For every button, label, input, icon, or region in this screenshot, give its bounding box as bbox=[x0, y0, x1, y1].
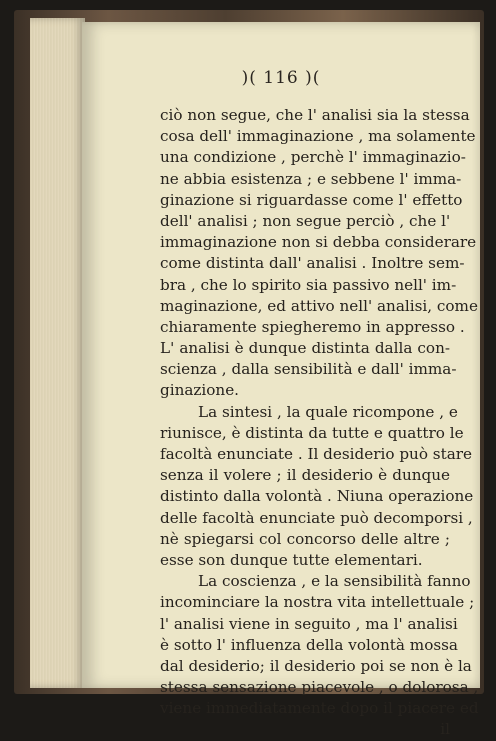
text-line: ginazione. bbox=[160, 381, 240, 400]
text-line: ginazione si riguardasse come l' effetto bbox=[160, 190, 463, 209]
text-line: ne abbia esistenza ; e sebbene l' imma- bbox=[160, 169, 462, 188]
text-line: riunisce, è distinta da tutte e quattro le bbox=[160, 423, 464, 442]
text-line: La sintesi , la quale ricompone , e bbox=[198, 402, 458, 421]
text-line: stessa sensazione piacevole , o dolorosa , bbox=[160, 678, 479, 697]
text-line: esse son dunque tutte elementari. bbox=[160, 550, 423, 569]
text-line: l' analisi viene in seguito , ma l' analisi bbox=[160, 614, 458, 633]
text-line: La coscienza , e la sensibilità fanno bbox=[198, 572, 471, 591]
text-line: una condizione , perchè l' immaginazio- bbox=[160, 148, 466, 167]
body-text bbox=[160, 105, 479, 741]
text-line: è sotto l' influenza della volontà mossa bbox=[160, 635, 458, 654]
text-line: dal desiderio; il desiderio poi se non è la bbox=[160, 656, 472, 675]
text-line: L' analisi è dunque distinta dalla con- bbox=[160, 339, 450, 358]
text-line: distinto dalla volontà . Niuna operazione bbox=[160, 487, 474, 506]
catchword: il bbox=[440, 720, 450, 739]
text-line: bra , che lo spirito sia passivo nell' im- bbox=[160, 275, 457, 294]
text-line: cosa dell' immaginazione , ma solamente bbox=[160, 127, 476, 146]
page-edges bbox=[30, 18, 85, 688]
text-line: delle facoltà enunciate può decomporsi , bbox=[160, 508, 473, 527]
text-line: come distinta dall' analisi . Inoltre sem- bbox=[160, 254, 465, 273]
text-line: facoltà enunciate . Il desiderio può stare bbox=[160, 445, 473, 463]
text-line: chiaramente spiegheremo in appresso . bbox=[160, 317, 465, 336]
text-line: viene immediatamente dopo il piacere ed bbox=[160, 699, 479, 718]
text-line: senza il volere ; il desiderio è dunque bbox=[160, 466, 450, 485]
text-line: nè spiegarsi col concorso delle altre ; bbox=[160, 529, 450, 548]
text-line: dell' analisi ; non segue perciò , che l' bbox=[160, 211, 451, 230]
text-line: maginazione, ed attivo nell' analisi, come bbox=[160, 296, 478, 315]
text-line: incominciare la nostra vita intellettuale ; bbox=[160, 593, 475, 612]
text-line: ciò non segue, che l' analisi sia la stessa bbox=[160, 106, 470, 124]
text-line: scienza , dalla sensibilità e dall' imma- bbox=[160, 360, 457, 379]
text-line: immaginazione non si debba considerare bbox=[160, 233, 477, 252]
book-page bbox=[82, 22, 480, 739]
page-number-header: )( 116 )( bbox=[241, 68, 321, 88]
